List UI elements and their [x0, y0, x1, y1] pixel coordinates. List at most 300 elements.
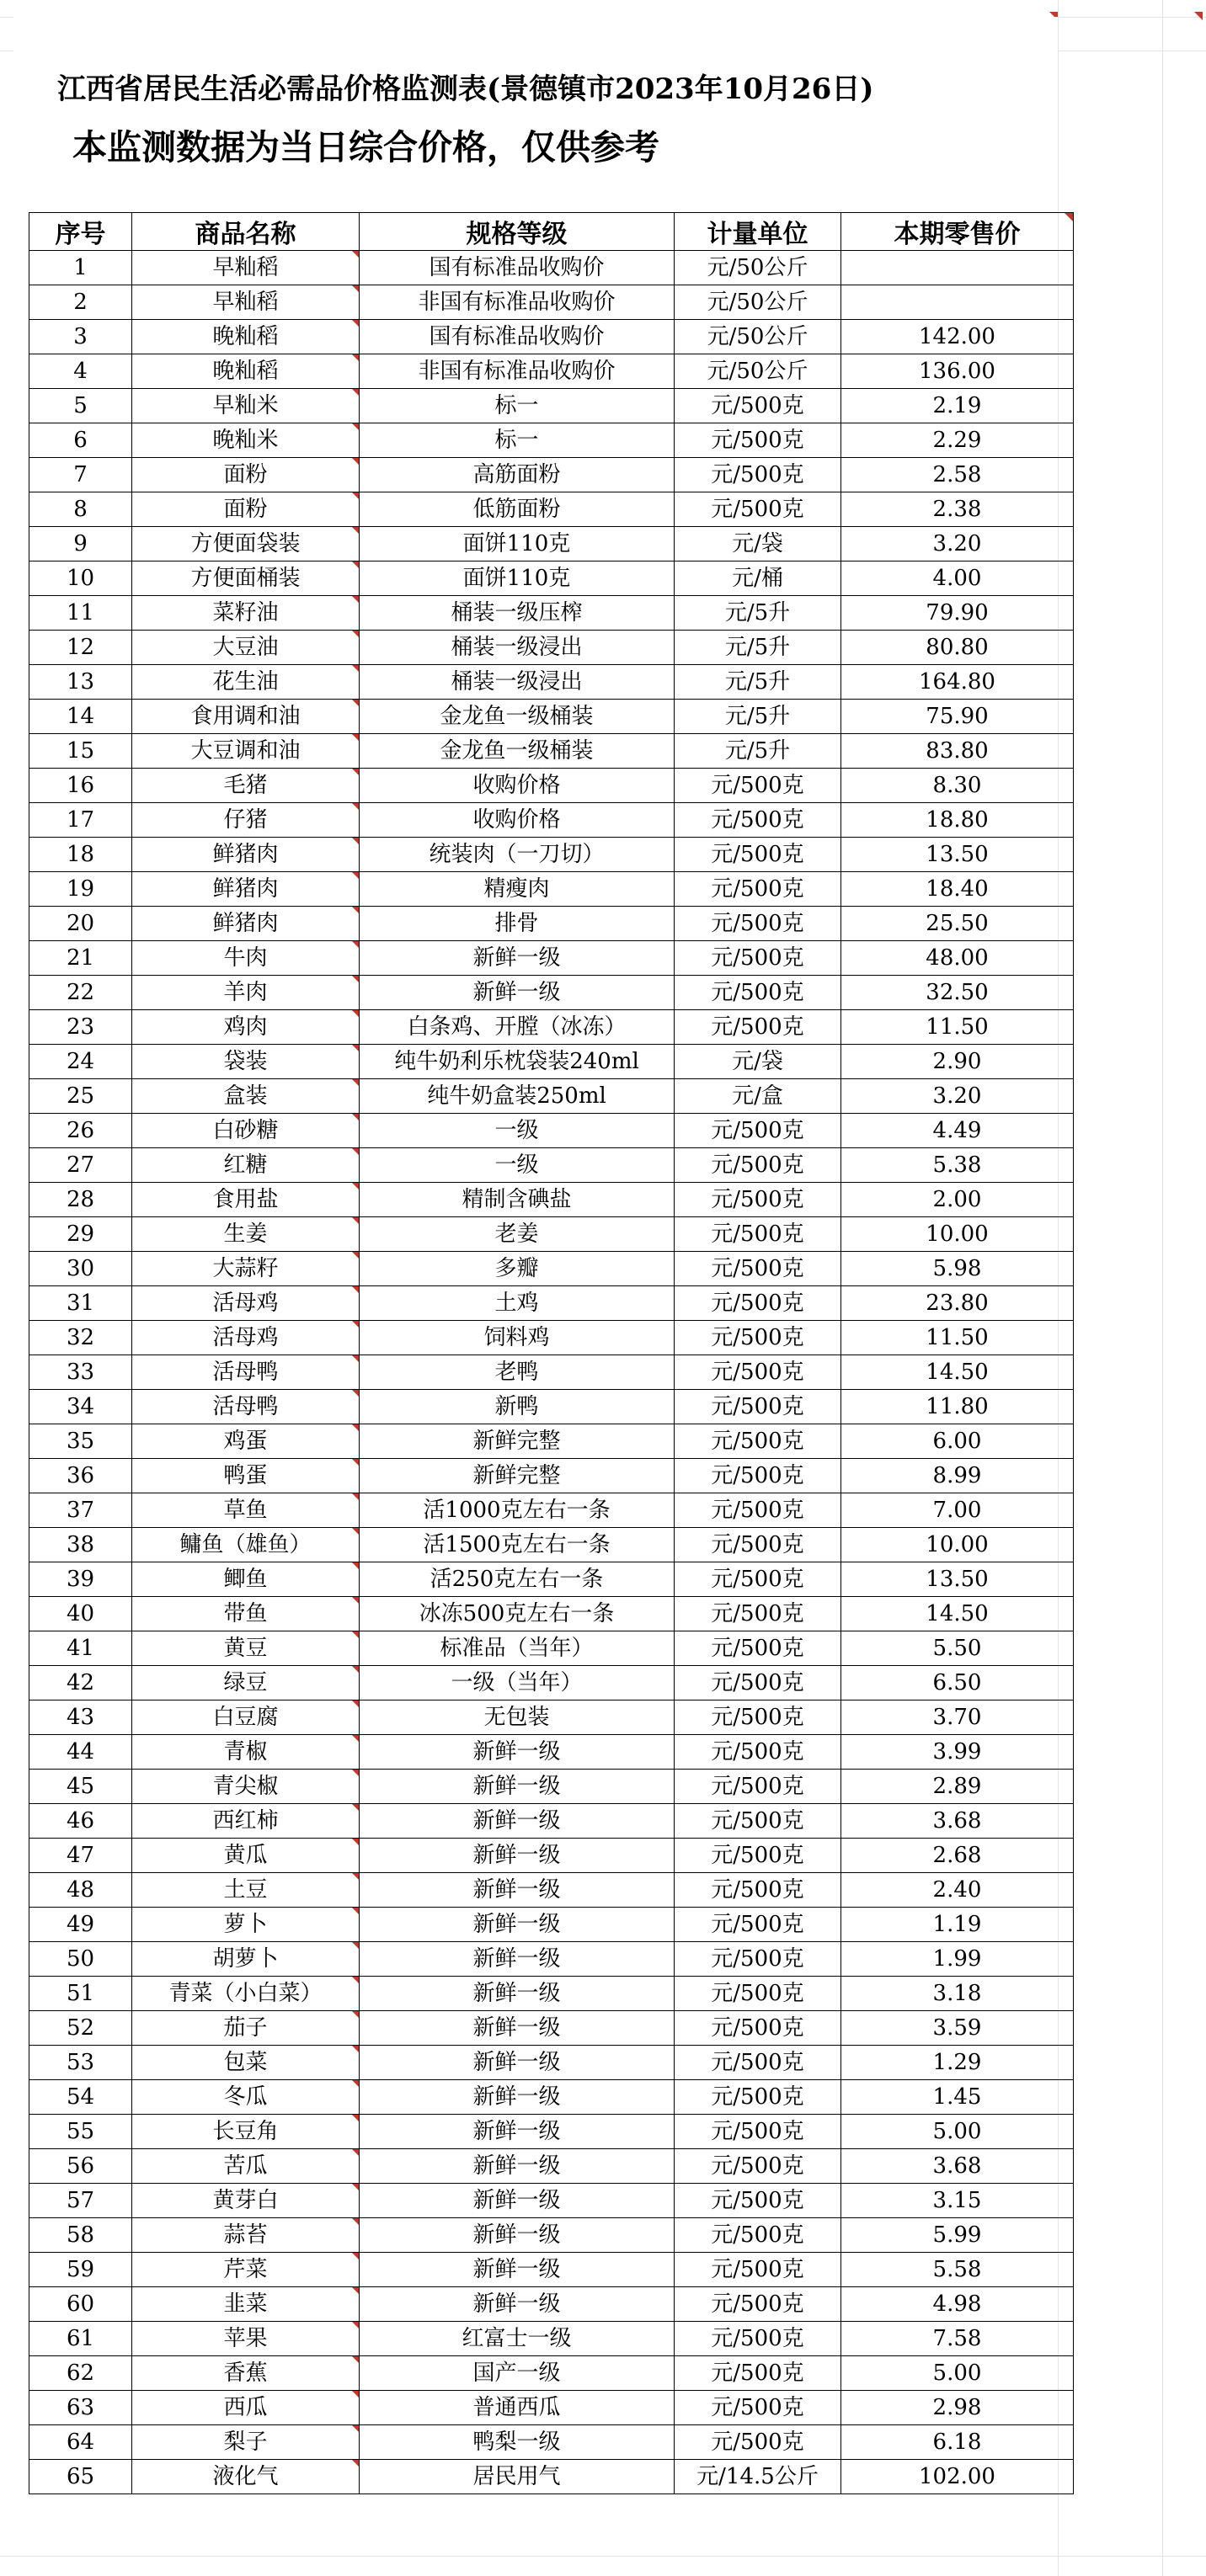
cell-spec: 冰冻500克左右一条	[360, 1597, 675, 1631]
cell-unit: 元/500克	[675, 1355, 841, 1390]
cell-price: 10.00	[841, 1528, 1074, 1562]
table-row	[29, 389, 1074, 423]
table-row	[29, 1045, 1074, 1079]
cell-price: 3.99	[841, 1735, 1074, 1770]
cell-price: 18.80	[841, 803, 1074, 838]
cell-name: 草鱼	[132, 1493, 360, 1528]
cell-name: 长豆角	[132, 2115, 360, 2149]
cell-price: 5.58	[841, 2253, 1074, 2287]
cell-no: 39	[29, 1562, 132, 1597]
cell-name: 花生油	[132, 665, 360, 700]
cell-price: 7.58	[841, 2322, 1074, 2356]
table-row	[29, 1942, 1074, 1977]
cell-no: 18	[29, 838, 132, 872]
cell-spec: 活250克左右一条	[360, 1562, 675, 1597]
cell-spec: 排骨	[360, 907, 675, 941]
table-row	[29, 1390, 1074, 1424]
cell-unit: 元/500克	[675, 2391, 841, 2425]
cell-no: 60	[29, 2287, 132, 2322]
table-row	[29, 2356, 1074, 2391]
cell-no: 57	[29, 2184, 132, 2218]
cell-no: 52	[29, 2011, 132, 2046]
cell-price: 79.90	[841, 596, 1074, 631]
table-row	[29, 2460, 1074, 2494]
cell-no: 4	[29, 354, 132, 389]
cell-spec: 新鲜一级	[360, 1804, 675, 1839]
col-header-spec: 规格等级	[360, 213, 675, 251]
cell-name: 西红柿	[132, 1804, 360, 1839]
cell-unit: 元/500克	[675, 458, 841, 492]
cell-name: 萝卜	[132, 1908, 360, 1942]
cell-no: 30	[29, 1252, 132, 1286]
cell-unit: 元/500克	[675, 1390, 841, 1424]
cell-name: 包菜	[132, 2046, 360, 2080]
cell-name: 鲫鱼	[132, 1562, 360, 1597]
cell-name: 晚籼稻	[132, 354, 360, 389]
cell-price: 2.00	[841, 1183, 1074, 1217]
cell-price: 3.15	[841, 2184, 1074, 2218]
cell-unit: 元/500克	[675, 1873, 841, 1908]
cell-name: 土豆	[132, 1873, 360, 1908]
cell-no: 22	[29, 976, 132, 1010]
cell-no: 50	[29, 1942, 132, 1977]
cell-spec: 精制含碘盐	[360, 1183, 675, 1217]
cell-spec: 一级（当年）	[360, 1666, 675, 1700]
cell-name: 毛猪	[132, 769, 360, 803]
cell-name: 鸡蛋	[132, 1424, 360, 1459]
cell-no: 25	[29, 1079, 132, 1114]
cell-spec: 新鲜一级	[360, 2218, 675, 2253]
cell-name: 黄芽白	[132, 2184, 360, 2218]
cell-unit: 元/500克	[675, 2425, 841, 2460]
cell-unit: 元/5升	[675, 665, 841, 700]
cell-spec: 新鲜一级	[360, 1908, 675, 1942]
table-row	[29, 665, 1074, 700]
table-row	[29, 1321, 1074, 1355]
cell-name: 韭菜	[132, 2287, 360, 2322]
table-row	[29, 1355, 1074, 1390]
cell-price: 5.00	[841, 2115, 1074, 2149]
cell-no: 15	[29, 734, 132, 769]
cell-spec: 新鲜一级	[360, 976, 675, 1010]
cell-name: 白砂糖	[132, 1114, 360, 1148]
cell-spec: 收购价格	[360, 803, 675, 838]
cell-spec: 新鲜完整	[360, 1424, 675, 1459]
cell-price: 2.90	[841, 1045, 1074, 1079]
cell-unit: 元/500克	[675, 2011, 841, 2046]
cell-price: 7.00	[841, 1493, 1074, 1528]
cell-name: 菜籽油	[132, 596, 360, 631]
cell-spec: 居民用气	[360, 2460, 675, 2494]
cell-unit: 元/5升	[675, 596, 841, 631]
table-row	[29, 458, 1074, 492]
price-table	[29, 212, 1074, 2494]
cell-spec: 土鸡	[360, 1286, 675, 1321]
cell-unit: 元/500克	[675, 1908, 841, 1942]
cell-name: 活母鸡	[132, 1321, 360, 1355]
cell-unit: 元/500克	[675, 1700, 841, 1735]
cell-spec: 老姜	[360, 1217, 675, 1252]
cell-unit: 元/500克	[675, 1286, 841, 1321]
cell-no: 24	[29, 1045, 132, 1079]
table-row	[29, 285, 1074, 320]
cell-no: 40	[29, 1597, 132, 1631]
comment-marker	[1194, 12, 1203, 20]
cell-no: 44	[29, 1735, 132, 1770]
cell-unit: 元/500克	[675, 2322, 841, 2356]
table-row	[29, 2391, 1074, 2425]
cell-no: 62	[29, 2356, 132, 2391]
table-row	[29, 1562, 1074, 1597]
cell-unit: 元/500克	[675, 2115, 841, 2149]
cell-price: 4.49	[841, 1114, 1074, 1148]
cell-price: 1.29	[841, 2046, 1074, 2080]
cell-unit: 元/500克	[675, 1770, 841, 1804]
cell-no: 9	[29, 527, 132, 562]
cell-name: 黄瓜	[132, 1839, 360, 1873]
table-row	[29, 734, 1074, 769]
cell-name: 食用调和油	[132, 700, 360, 734]
cell-spec: 非国有标准品收购价	[360, 285, 675, 320]
cell-unit: 元/500克	[675, 1252, 841, 1286]
cell-price: 32.50	[841, 976, 1074, 1010]
table-row	[29, 1010, 1074, 1045]
cell-no: 5	[29, 389, 132, 423]
cell-name: 生姜	[132, 1217, 360, 1252]
cell-name: 带鱼	[132, 1597, 360, 1631]
table-row	[29, 1597, 1074, 1631]
cell-no: 43	[29, 1700, 132, 1735]
cell-spec: 面饼110克	[360, 527, 675, 562]
table-row	[29, 1424, 1074, 1459]
col-header-price: 本期零售价	[841, 213, 1074, 251]
cell-price: 102.00	[841, 2460, 1074, 2494]
cell-unit: 元/500克	[675, 2080, 841, 2115]
cell-no: 10	[29, 562, 132, 596]
col-header-unit: 计量单位	[675, 213, 841, 251]
cell-spec: 一级	[360, 1148, 675, 1183]
cell-price: 2.89	[841, 1770, 1074, 1804]
table-row	[29, 2115, 1074, 2149]
table-row	[29, 1908, 1074, 1942]
cell-no: 23	[29, 1010, 132, 1045]
cell-no: 49	[29, 1908, 132, 1942]
cell-spec: 新鲜一级	[360, 1839, 675, 1873]
cell-price: 1.19	[841, 1908, 1074, 1942]
cell-no: 21	[29, 941, 132, 976]
table-row	[29, 872, 1074, 907]
cell-price: 2.40	[841, 1873, 1074, 1908]
cell-no: 55	[29, 2115, 132, 2149]
cell-spec: 桶装一级浸出	[360, 665, 675, 700]
cell-spec: 统装肉（一刀切）	[360, 838, 675, 872]
cell-price: 8.99	[841, 1459, 1074, 1493]
cell-unit: 元/500克	[675, 1424, 841, 1459]
cell-price: 13.50	[841, 1562, 1074, 1597]
table-row	[29, 1286, 1074, 1321]
table-row	[29, 1148, 1074, 1183]
cell-price: 142.00	[841, 320, 1074, 354]
cell-name: 苦瓜	[132, 2149, 360, 2184]
cell-name: 活母鸡	[132, 1286, 360, 1321]
table-body	[29, 251, 1074, 2494]
cell-name: 仔猪	[132, 803, 360, 838]
table-row	[29, 2080, 1074, 2115]
cell-spec: 高筋面粉	[360, 458, 675, 492]
cell-unit: 元/500克	[675, 1321, 841, 1355]
cell-no: 20	[29, 907, 132, 941]
cell-no: 65	[29, 2460, 132, 2494]
cell-name: 苹果	[132, 2322, 360, 2356]
cell-price: 3.20	[841, 527, 1074, 562]
table-row	[29, 941, 1074, 976]
cell-unit: 元/500克	[675, 1183, 841, 1217]
cell-unit: 元/50公斤	[675, 354, 841, 389]
table-row	[29, 2046, 1074, 2080]
cell-no: 64	[29, 2425, 132, 2460]
cell-unit: 元/500克	[675, 907, 841, 941]
cell-no: 3	[29, 320, 132, 354]
cell-no: 27	[29, 1148, 132, 1183]
cell-unit: 元/500克	[675, 1735, 841, 1770]
cell-unit: 元/500克	[675, 1217, 841, 1252]
cell-spec: 桶装一级压榨	[360, 596, 675, 631]
cell-unit: 元/500克	[675, 1839, 841, 1873]
cell-price: 5.98	[841, 1252, 1074, 1286]
table-row	[29, 562, 1074, 596]
cell-no: 48	[29, 1873, 132, 1908]
cell-name: 冬瓜	[132, 2080, 360, 2115]
cell-spec: 新鸭	[360, 1390, 675, 1424]
cell-price: 1.99	[841, 1942, 1074, 1977]
cell-no: 12	[29, 631, 132, 665]
cell-unit: 元/500克	[675, 2149, 841, 2184]
cell-price: 3.68	[841, 1804, 1074, 1839]
cell-price: 25.50	[841, 907, 1074, 941]
cell-spec: 老鸭	[360, 1355, 675, 1390]
cell-spec: 国有标准品收购价	[360, 320, 675, 354]
cell-spec: 一级	[360, 1114, 675, 1148]
cell-no: 45	[29, 1770, 132, 1804]
cell-unit: 元/500克	[675, 1631, 841, 1666]
table-row	[29, 838, 1074, 872]
cell-no: 6	[29, 423, 132, 458]
table-row	[29, 2149, 1074, 2184]
cell-no: 51	[29, 1977, 132, 2011]
cell-spec: 活1500克左右一条	[360, 1528, 675, 1562]
cell-unit: 元/袋	[675, 527, 841, 562]
cell-spec: 新鲜一级	[360, 1735, 675, 1770]
cell-unit: 元/500克	[675, 2218, 841, 2253]
cell-name: 方便面袋装	[132, 527, 360, 562]
cell-no: 54	[29, 2080, 132, 2115]
cell-name: 牛肉	[132, 941, 360, 976]
cell-no: 17	[29, 803, 132, 838]
sheet-subtitle: 本监测数据为当日综合价格，仅供参考	[72, 127, 659, 168]
cell-spec: 新鲜一级	[360, 1942, 675, 1977]
cell-unit: 元/500克	[675, 1597, 841, 1631]
col-header-name: 商品名称	[132, 213, 360, 251]
cell-price	[841, 251, 1074, 285]
table-row	[29, 2184, 1074, 2218]
cell-spec: 收购价格	[360, 769, 675, 803]
cell-name: 面粉	[132, 492, 360, 527]
cell-name: 盒装	[132, 1079, 360, 1114]
cell-name: 青菜（小白菜）	[132, 1977, 360, 2011]
cell-name: 青椒	[132, 1735, 360, 1770]
cell-spec: 新鲜一级	[360, 1770, 675, 1804]
cell-spec: 新鲜一级	[360, 2149, 675, 2184]
cell-unit: 元/500克	[675, 838, 841, 872]
table-row	[29, 596, 1074, 631]
cell-price: 48.00	[841, 941, 1074, 976]
cell-unit: 元/500克	[675, 2287, 841, 2322]
table-row	[29, 907, 1074, 941]
cell-spec: 国产一级	[360, 2356, 675, 2391]
cell-price: 164.80	[841, 665, 1074, 700]
table-row	[29, 423, 1074, 458]
table-row	[29, 769, 1074, 803]
cell-no: 32	[29, 1321, 132, 1355]
table-row	[29, 320, 1074, 354]
cell-no: 34	[29, 1390, 132, 1424]
cell-unit: 元/5升	[675, 734, 841, 769]
table-row	[29, 2287, 1074, 2322]
cell-no: 36	[29, 1459, 132, 1493]
cell-price: 3.20	[841, 1079, 1074, 1114]
cell-no: 13	[29, 665, 132, 700]
cell-name: 早籼稻	[132, 285, 360, 320]
cell-spec: 新鲜一级	[360, 2046, 675, 2080]
table-row	[29, 1839, 1074, 1873]
cell-unit: 元/500克	[675, 1114, 841, 1148]
table-header-row	[29, 213, 1074, 251]
cell-no: 31	[29, 1286, 132, 1321]
cell-spec: 红富士一级	[360, 2322, 675, 2356]
cell-name: 青尖椒	[132, 1770, 360, 1804]
cell-unit: 元/14.5公斤	[675, 2460, 841, 2494]
cell-unit: 元/500克	[675, 976, 841, 1010]
cell-price: 2.38	[841, 492, 1074, 527]
cell-spec: 新鲜一级	[360, 2287, 675, 2322]
cell-spec: 国有标准品收购价	[360, 251, 675, 285]
cell-spec: 非国有标准品收购价	[360, 354, 675, 389]
table-row	[29, 2218, 1074, 2253]
table-row	[29, 1631, 1074, 1666]
table-row	[29, 976, 1074, 1010]
cell-price: 3.18	[841, 1977, 1074, 2011]
cell-unit: 元/袋	[675, 1045, 841, 1079]
cell-spec: 新鲜一级	[360, 1873, 675, 1908]
cell-name: 绿豆	[132, 1666, 360, 1700]
cell-name: 梨子	[132, 2425, 360, 2460]
cell-name: 面粉	[132, 458, 360, 492]
cell-spec: 普通西瓜	[360, 2391, 675, 2425]
cell-name: 鳙鱼（雄鱼）	[132, 1528, 360, 1562]
cell-unit: 元/50公斤	[675, 251, 841, 285]
cell-name: 红糖	[132, 1148, 360, 1183]
cell-spec: 白条鸡、开膛（冰冻）	[360, 1010, 675, 1045]
cell-no: 42	[29, 1666, 132, 1700]
cell-spec: 标一	[360, 423, 675, 458]
cell-price: 75.90	[841, 700, 1074, 734]
cell-price: 10.00	[841, 1217, 1074, 1252]
cell-no: 19	[29, 872, 132, 907]
cell-price: 3.68	[841, 2149, 1074, 2184]
table-row	[29, 1804, 1074, 1839]
cell-no: 37	[29, 1493, 132, 1528]
cell-unit: 元/500克	[675, 492, 841, 527]
cell-spec: 金龙鱼一级桶装	[360, 734, 675, 769]
table-row	[29, 1977, 1074, 2011]
cell-unit: 元/500克	[675, 1528, 841, 1562]
cell-price: 14.50	[841, 1597, 1074, 1631]
cell-unit: 元/500克	[675, 872, 841, 907]
cell-name: 黄豆	[132, 1631, 360, 1666]
cell-price: 5.99	[841, 2218, 1074, 2253]
cell-unit: 元/500克	[675, 2046, 841, 2080]
cell-name: 活母鸭	[132, 1355, 360, 1390]
cell-no: 28	[29, 1183, 132, 1217]
cell-name: 鲜猪肉	[132, 907, 360, 941]
cell-price: 11.50	[841, 1321, 1074, 1355]
cell-spec: 新鲜一级	[360, 2011, 675, 2046]
cell-no: 41	[29, 1631, 132, 1666]
cell-unit: 元/500克	[675, 2253, 841, 2287]
cell-spec: 新鲜一级	[360, 1977, 675, 2011]
cell-spec: 新鲜一级	[360, 2080, 675, 2115]
table-row	[29, 2253, 1074, 2287]
cell-spec: 多瓣	[360, 1252, 675, 1286]
cell-name: 液化气	[132, 2460, 360, 2494]
table-row	[29, 1700, 1074, 1735]
cell-spec: 饲料鸡	[360, 1321, 675, 1355]
table-row	[29, 354, 1074, 389]
cell-price: 18.40	[841, 872, 1074, 907]
cell-no: 1	[29, 251, 132, 285]
cell-no: 59	[29, 2253, 132, 2287]
table-row	[29, 1079, 1074, 1114]
table-row	[29, 1735, 1074, 1770]
cell-no: 63	[29, 2391, 132, 2425]
cell-spec: 纯牛奶利乐枕袋装240ml	[360, 1045, 675, 1079]
table-row	[29, 2425, 1074, 2460]
cell-price: 6.00	[841, 1424, 1074, 1459]
table-row	[29, 1873, 1074, 1908]
cell-unit: 元/500克	[675, 389, 841, 423]
cell-no: 33	[29, 1355, 132, 1390]
cell-price: 2.19	[841, 389, 1074, 423]
cell-price: 6.50	[841, 1666, 1074, 1700]
cell-price: 5.50	[841, 1631, 1074, 1666]
cell-price: 4.00	[841, 562, 1074, 596]
cell-no: 7	[29, 458, 132, 492]
cell-unit: 元/50公斤	[675, 285, 841, 320]
cell-no: 38	[29, 1528, 132, 1562]
cell-unit: 元/桶	[675, 562, 841, 596]
table-row	[29, 1528, 1074, 1562]
cell-unit: 元/500克	[675, 1804, 841, 1839]
cell-price: 6.18	[841, 2425, 1074, 2460]
cell-spec: 低筋面粉	[360, 492, 675, 527]
cell-name: 白豆腐	[132, 1700, 360, 1735]
cell-name: 鸡肉	[132, 1010, 360, 1045]
cell-name: 芹菜	[132, 2253, 360, 2287]
cell-price: 2.58	[841, 458, 1074, 492]
cell-price: 13.50	[841, 838, 1074, 872]
cell-unit: 元/500克	[675, 1148, 841, 1183]
cell-unit: 元/500克	[675, 2184, 841, 2218]
